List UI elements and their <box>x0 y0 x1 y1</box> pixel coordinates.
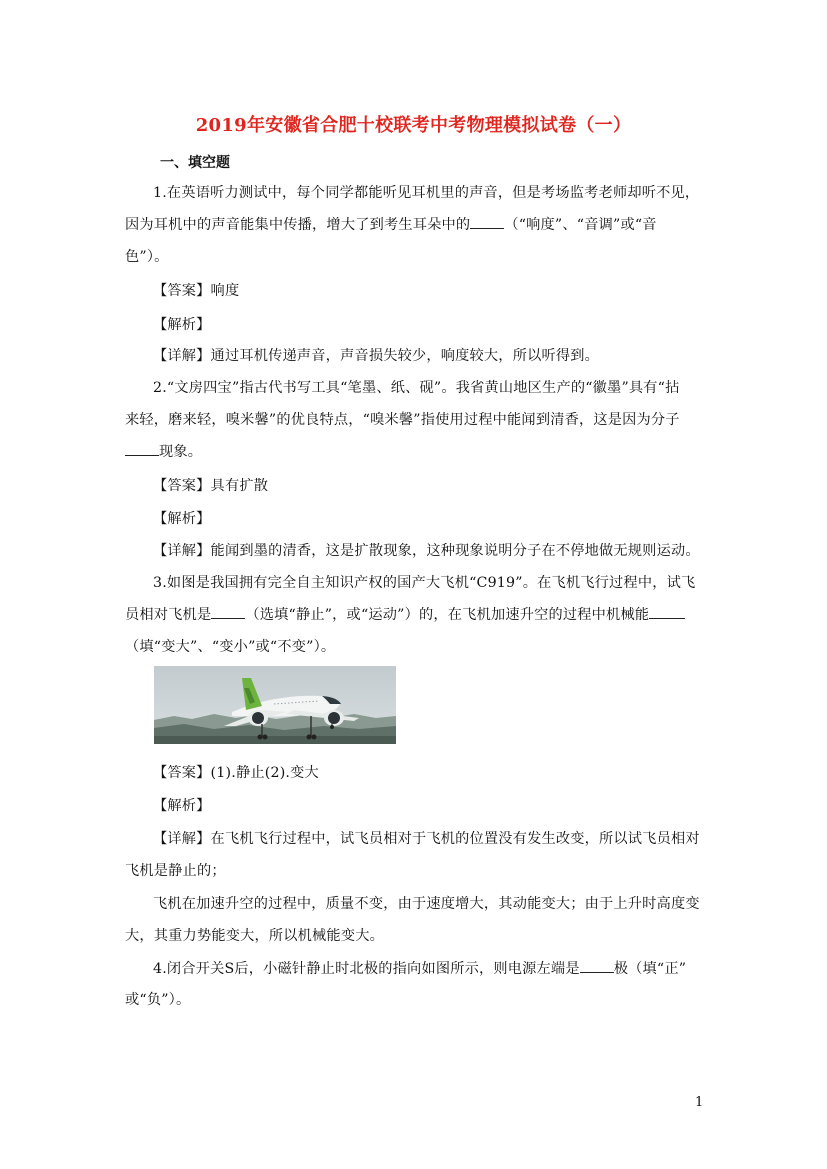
q2-analysis: 【解析】 <box>153 511 211 527</box>
q2-line-1: 2.“文房四宝”指古代书写工具“笔墨、纸、砚”。我省黄山地区生产的“徽墨”具有“拈 <box>153 380 680 396</box>
q1-line-1: 1.在英语听力测试中，每个同学都能听见耳机里的声音，但是考场监考老师却听不见， <box>153 185 700 201</box>
q4-line-1 <box>153 959 733 979</box>
q2-line-3 <box>125 442 705 462</box>
q3-detail-3: 飞机在加速升空的过程中，质量不变，由于速度增大，其动能变大；由于上升时高度变 <box>153 896 700 912</box>
q1-blank <box>470 216 504 229</box>
q1-answer: 【答案】响度 <box>153 283 240 299</box>
q3-line-1: 3.如图是我国拥有完全自主知识产权的国产大飞机“C919”。在飞机飞行过程中，试飞 <box>153 575 696 591</box>
q1-analysis: 【解析】 <box>153 317 211 333</box>
section-heading: 一、填空题 <box>160 155 230 171</box>
q3-text-a: 员相对飞机是 <box>125 607 212 623</box>
q2-text: 现象。 <box>159 444 203 460</box>
q2-answer: 【答案】具有扩散 <box>153 478 269 494</box>
c919-airplane-image <box>154 666 396 744</box>
q4-blank <box>580 960 614 973</box>
q3-answer: 【答案】(1).静止(2).变大 <box>153 765 319 781</box>
q2-line-2: 来轻，磨来轻，嗅米馨”的优良特点，“嗅米馨”指使用过程中能闻到清香，这是因为分子 <box>125 412 680 428</box>
q1-detail: 【详解】通过耳机传递声音，声音损失较少，响度较大，所以听得到。 <box>153 348 600 364</box>
q3-analysis: 【解析】 <box>153 798 211 814</box>
q4-text-a: 4.闭合开关S后，小磁针静止时北极的指向如图所示，则电源左端是 <box>153 961 580 977</box>
q3-detail-1: 【详解】在飞机飞行过程中，试飞员相对于飞机的位置没有发生改变，所以试飞员相对 <box>153 831 700 847</box>
q4-text-b: 极（填“正” <box>613 961 687 977</box>
q4-line-2: 或“负”）。 <box>125 992 191 1008</box>
document-title: 2019年安徽省合肥十校联考中考物理模拟试卷（一） <box>195 115 632 136</box>
q1-line-3: 色”）。 <box>125 249 169 265</box>
q1-text-a: 因为耳机中的声音能集中传播，增大了到考生耳朵中的 <box>125 217 471 233</box>
q3-detail-4: 大，其重力势能变大，所以机械能变大。 <box>125 928 384 944</box>
q3-blank-2 <box>649 606 685 619</box>
q3-text-b: （选填“静止”，或“运动”）的，在飞机加速升空的过程中机械能 <box>245 607 650 623</box>
q1-line-2 <box>125 215 705 235</box>
q3-detail-2: 飞机是静止的； <box>125 863 226 879</box>
q3-blank-1 <box>211 606 245 619</box>
q2-detail: 【详解】能闻到墨的清香，这是扩散现象，这种现象说明分子在不停地做无规则运动。 <box>153 543 700 559</box>
q2-blank <box>125 443 159 456</box>
q3-line-2 <box>125 605 705 625</box>
q1-text-b: （“响度”、“音调”或“音 <box>504 217 657 233</box>
page-number: 1 <box>695 1095 704 1110</box>
q3-line-3: （填“变大”、“变小”或“不变”）。 <box>125 639 336 655</box>
